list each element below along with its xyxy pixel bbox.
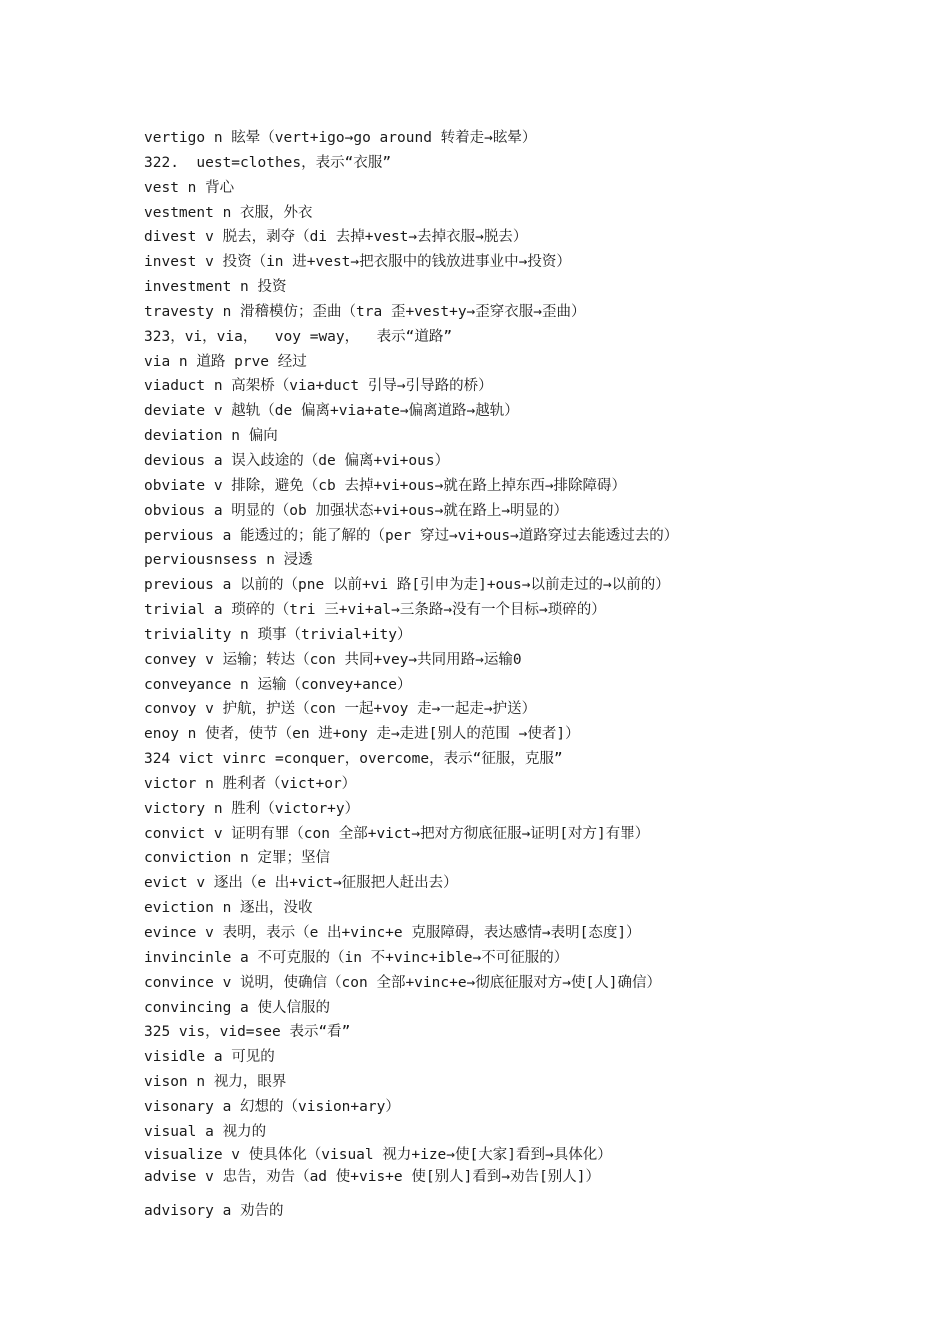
text-line: convey v 运输；转达（con 共同+vey→共同用路→运输0 [144, 651, 522, 668]
text-line: evict v 逐出（e 出+vict→征服把人赶出去） [144, 875, 458, 892]
text-line: visualize v 使具体化（visual 视力+ize→使[大家]看到→具体化） [144, 1146, 612, 1163]
text-line: trivial a 琐碎的（tri 三+vi+al→三条路→没有一个目标→琐碎的） [144, 602, 606, 619]
text-line: vertigo n 眩晕（vert+igo→go around 转着走→眩晕） [144, 130, 537, 146]
text-line: conviction n 定罪；坚信 [144, 850, 330, 867]
section-heading: 323，vi，via， voy =way， 表示“道路” [144, 328, 453, 345]
text-line: invincinle a 不可克服的（in 不+vinc+ible→不可征服的） [144, 949, 569, 966]
text-line: perviousnsess n 浸透 [144, 552, 313, 569]
vocabulary-text [144, 126, 934, 1224]
text-line: investment n 投资 [144, 279, 287, 296]
text-line: divest v 脱去，剥夺（di 去掉+vest→去掉衣服→脱去） [144, 229, 528, 246]
text-line: convoy v 护航，护送（con 一起+voy 走→一起走→护送） [144, 701, 537, 718]
text-line: enoy n 使者，使节（en 进+ony 走→走进[别人的范围 →使者]） [144, 726, 580, 743]
text-line: triviality n 琐事（trivial+ity） [144, 626, 412, 643]
text-line: advisory a 劝告的 [144, 1203, 284, 1220]
text-line: vestment n 衣服，外衣 [144, 204, 313, 221]
text-line: invest v 投资（in 进+vest→把衣服中的钱放进事业中→投资） [144, 254, 571, 271]
section-heading: 324 vict vinrc =conquer，overcome，表示“征服，克服” [144, 751, 563, 768]
text-line: visual a 视力的 [144, 1123, 267, 1140]
text-line: previous a 以前的（pne 以前+vi 路[引申为走]+ous→以前走过的→以前的） [144, 577, 670, 594]
text-line: vest n 背心 [144, 179, 235, 196]
section-heading: 325 vis，vid=see 表示“看” [144, 1024, 351, 1041]
text-line: eviction n 逐出，没收 [144, 900, 313, 917]
text-line: deviation n 偏向 [144, 428, 278, 445]
text-line: obvious a 明显的（ob 加强状态+vi+ous→就在路上→明显的） [144, 502, 569, 519]
text-line: vison n 视力，眼界 [144, 1074, 287, 1091]
text-line: victor n 胜利者（vict+or） [144, 775, 357, 792]
text-line: visidle a 可见的 [144, 1049, 275, 1066]
text-line: visonary a 幻想的（vision+ary） [144, 1098, 400, 1115]
text-line: convict v 证明有罪（con 全部+vict→把对方彻底征服→证明[对方]有罪） [144, 825, 650, 842]
text-line: evince v 表明，表示（e 出+vinc+e 克服障碍，表达感情→表明[态度]） [144, 925, 641, 941]
text-line: travesty n 滑稽模仿；歪曲（tra 歪+vest+y→歪穿衣服→歪曲） [144, 303, 586, 320]
text-line: advise v 忠告，劝告（ad 使+vis+e 使[别人]看到→劝告[别人]） [144, 1168, 601, 1185]
text-line: victory n 胜利（victor+y） [144, 800, 360, 817]
text-line: via n 道路 prve 经过 [144, 353, 307, 370]
text-line: convince v 说明，使确信（con 全部+vinc+e→彻底征服对方→使[人]确信） [144, 974, 661, 991]
text-line: devious a 误入歧途的（de 偏离+vi+ous） [144, 452, 450, 469]
text-line: convincing a 使人信服的 [144, 999, 330, 1016]
text-line: deviate v 越轨（de 偏离+via+ate→偏离道路→越轨） [144, 403, 519, 420]
text-line: pervious a 能透过的；能了解的（per 穿过→vi+ous→道路穿过去能透过去的） [144, 527, 679, 544]
text-line: viaduct n 高架桥（via+duct 引导→引导路的桥） [144, 378, 493, 395]
text-line: conveyance n 运输（convey+ance） [144, 676, 412, 693]
text-line: obviate v 排除，避免（cb 去掉+vi+ous→就在路上掉东西→排除障碍） [144, 477, 627, 494]
section-heading: 322. uest=clothes，表示“衣服” [144, 154, 392, 171]
